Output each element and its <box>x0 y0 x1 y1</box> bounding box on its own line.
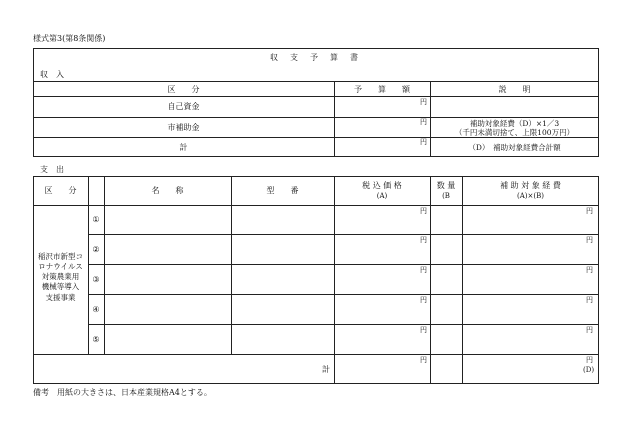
category-line: ロナウイルス <box>38 262 83 272</box>
price-unit: 円 <box>420 207 427 215</box>
row-number: ③ <box>92 275 100 284</box>
cost-unit: 円 <box>586 236 593 244</box>
income-row-city-subsidy-note1: 補助対象経費（D）×1／3 <box>469 119 560 128</box>
income-section-label: 収 入 <box>40 70 64 79</box>
expense-total-label: 計 <box>322 365 330 374</box>
income-row-total-note: （D） 補助対象経費合計額 <box>468 143 561 152</box>
income-row-total-unit: 円 <box>420 138 427 146</box>
price-unit: 円 <box>420 296 427 304</box>
income-row-own-funds-unit: 円 <box>420 98 427 106</box>
expense-header-qty: 数 量 <box>436 181 456 190</box>
income-header-budget: 予 算 額 <box>354 85 410 94</box>
expense-section-label: 支 出 <box>40 165 64 174</box>
expense-header-cost: 補 助 対 象 経 費 <box>500 181 561 190</box>
income-row-total: 計 <box>179 143 188 152</box>
form-id: 様式第3(第8条関係) <box>33 34 106 43</box>
income-row-own-funds: 自己資金 <box>167 102 200 111</box>
category-line: 支援事業 <box>45 292 76 302</box>
expense-header-cost-sub: (A)×(B) <box>517 192 544 200</box>
expense-header-price: 税 込 価 格 <box>362 181 402 190</box>
category-line: 機械等導入 <box>41 282 80 292</box>
expense-table <box>33 176 599 384</box>
expense-header-category: 区 分 <box>44 186 77 195</box>
cost-unit: 円 <box>586 296 593 304</box>
cost-unit: 円 <box>586 266 593 274</box>
cost-unit-total: 円 <box>586 356 593 364</box>
price-unit: 円 <box>420 326 427 334</box>
income-header-category: 区 分 <box>167 85 200 94</box>
row-number: ② <box>92 245 100 254</box>
row-number: ⑤ <box>92 335 100 344</box>
expense-category-cell <box>33 252 88 303</box>
category-line: 対策農業用 <box>41 272 80 282</box>
total-cost-mark: (D) <box>583 366 595 374</box>
income-row-city-subsidy: 市補助金 <box>167 123 200 132</box>
expense-header-price-sub: (A) <box>376 192 388 200</box>
price-unit: 円 <box>420 266 427 274</box>
row-number: ④ <box>92 305 100 314</box>
page-title: 収 支 予 算 書 <box>270 53 360 62</box>
price-unit-total: 円 <box>420 356 427 364</box>
income-row-city-subsidy-unit: 円 <box>420 118 427 126</box>
expense-header-model: 型 番 <box>266 186 299 195</box>
expense-header-name: 名 称 <box>151 186 184 195</box>
remark: 備考 用紙の大きさは、日本産業規格A4とする。 <box>33 388 212 397</box>
income-header-note: 説 明 <box>498 85 531 94</box>
price-unit: 円 <box>420 236 427 244</box>
income-row-city-subsidy-note2: （千円未満切捨て、上限100万円） <box>454 128 575 137</box>
row-number: ① <box>92 215 100 224</box>
cost-unit: 円 <box>586 326 593 334</box>
expense-header-qty-sub: (B <box>442 192 450 200</box>
cost-unit: 円 <box>586 207 593 215</box>
category-line: 稲沢市新型コ <box>38 252 83 261</box>
